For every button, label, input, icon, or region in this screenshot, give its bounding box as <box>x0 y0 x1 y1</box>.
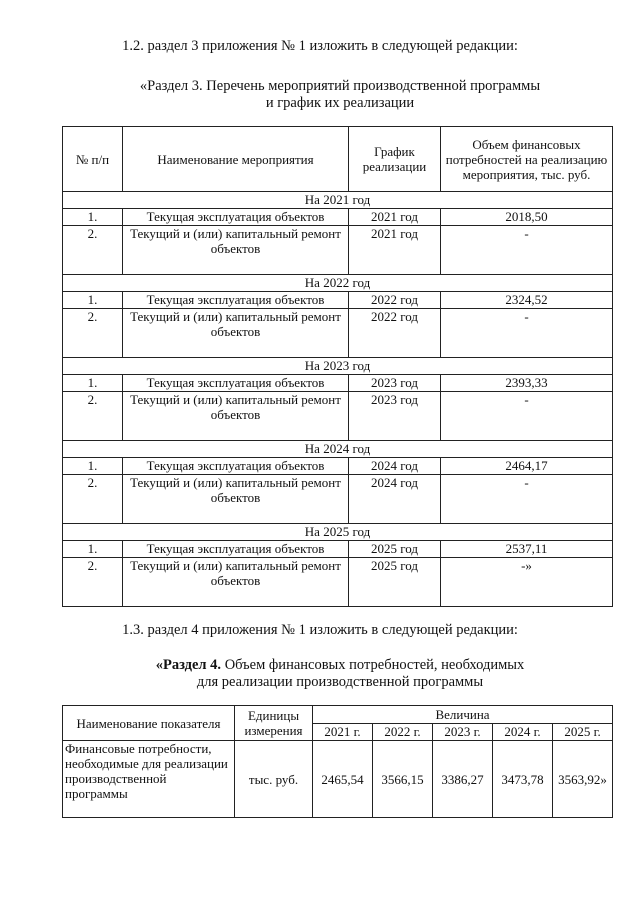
year-label: На 2022 год <box>63 275 613 292</box>
row-amount: 2324,52 <box>441 292 613 309</box>
section-3-title-line1: «Раздел 3. Перечень мероприятий производственной программы <box>139 78 541 94</box>
row-amount: - <box>441 309 613 358</box>
row-schedule: 2024 год <box>349 475 441 524</box>
row-units: тыс. руб. <box>235 741 313 818</box>
header-value: Величина <box>313 706 613 724</box>
paragraph-1-2: 1.2. раздел 3 приложения № 1 изложить в следующей редакции: <box>122 38 518 54</box>
table-row <box>63 292 613 309</box>
row-schedule: 2023 год <box>349 375 441 392</box>
row-number: 1. <box>63 458 123 475</box>
row-value: 3386,27 <box>433 741 493 818</box>
row-value: 2465,54 <box>313 741 373 818</box>
year-label: На 2025 год <box>63 524 613 541</box>
header-year: 2023 г. <box>433 723 493 741</box>
row-amount: 2018,50 <box>441 209 613 226</box>
table-row <box>63 475 613 524</box>
table-row <box>63 392 613 441</box>
table-row <box>63 209 613 226</box>
row-schedule: 2021 год <box>349 226 441 275</box>
header-year: 2021 г. <box>313 723 373 741</box>
table-row <box>63 309 613 358</box>
header-units: Единицы измерения <box>235 706 313 741</box>
year-label: На 2024 год <box>63 441 613 458</box>
header-amount: Объем финансовых потребностей на реализацию мероприятия, тыс. руб. <box>441 127 613 192</box>
header-activity-name: Наименование мероприятия <box>123 127 349 192</box>
header-year: 2025 г. <box>553 723 613 741</box>
section-4-title-line1 <box>100 657 580 674</box>
row-schedule: 2022 год <box>349 292 441 309</box>
row-value: 3473,78 <box>493 741 553 818</box>
header-year: 2024 г. <box>493 723 553 741</box>
table-header-row <box>63 706 613 724</box>
row-amount: 2464,17 <box>441 458 613 475</box>
year-label: На 2023 год <box>63 358 613 375</box>
row-activity: Текущая эксплуатация объектов <box>123 375 349 392</box>
paragraph-1-3: 1.3. раздел 4 приложения № 1 изложить в следующей редакции: <box>122 622 518 638</box>
row-number: 1. <box>63 209 123 226</box>
row-activity: Текущий и (или) капитальный ремонт объектов <box>123 475 349 524</box>
row-number: 1. <box>63 292 123 309</box>
row-number: 2. <box>63 226 123 275</box>
row-amount: 2393,33 <box>441 375 613 392</box>
row-value: 3566,15 <box>373 741 433 818</box>
year-row <box>63 192 613 209</box>
row-activity: Текущая эксплуатация объектов <box>123 209 349 226</box>
row-number: 2. <box>63 392 123 441</box>
row-number: 1. <box>63 375 123 392</box>
row-amount: - <box>441 226 613 275</box>
row-activity: Текущий и (или) капитальный ремонт объектов <box>123 558 349 607</box>
year-row <box>63 358 613 375</box>
header-schedule: График реализации <box>349 127 441 192</box>
row-activity: Текущая эксплуатация объектов <box>123 541 349 558</box>
header-indicator: Наименование показателя <box>63 706 235 741</box>
row-schedule: 2025 год <box>349 541 441 558</box>
row-number: 1. <box>63 541 123 558</box>
year-row <box>63 441 613 458</box>
section-3-title-line2: и график их реализации <box>265 95 415 111</box>
row-amount: - <box>441 475 613 524</box>
year-label: На 2021 год <box>63 192 613 209</box>
table-row <box>63 226 613 275</box>
row-amount: - <box>441 392 613 441</box>
row-indicator-name: Финансовые потребности, необходимые для реализации производственной программы <box>63 741 235 818</box>
row-schedule: 2022 год <box>349 309 441 358</box>
row-value: 3563,92» <box>553 741 613 818</box>
row-activity: Текущий и (или) капитальный ремонт объектов <box>123 226 349 275</box>
row-schedule: 2023 год <box>349 392 441 441</box>
section-3-title <box>100 78 580 112</box>
row-activity: Текущий и (или) капитальный ремонт объектов <box>123 309 349 358</box>
section-4-title-bold: «Раздел 4. <box>155 657 222 673</box>
header-number: № п/п <box>63 127 123 192</box>
section-4-title-rest: Объем финансовых потребностей, необходимых <box>221 657 525 673</box>
row-amount: 2537,11 <box>441 541 613 558</box>
row-activity: Текущий и (или) капитальный ремонт объектов <box>123 392 349 441</box>
row-number: 2. <box>63 558 123 607</box>
table-row <box>63 558 613 607</box>
section-4-title-line2: для реализации производственной программы <box>196 674 484 690</box>
financial-needs-table <box>62 705 613 818</box>
row-schedule: 2025 год <box>349 558 441 607</box>
table-row <box>63 541 613 558</box>
activities-table <box>62 126 613 607</box>
table-header-row <box>63 127 613 192</box>
row-number: 2. <box>63 475 123 524</box>
row-schedule: 2021 год <box>349 209 441 226</box>
table-row <box>63 458 613 475</box>
row-activity: Текущая эксплуатация объектов <box>123 292 349 309</box>
row-number: 2. <box>63 309 123 358</box>
table-row <box>63 741 613 818</box>
table-row <box>63 375 613 392</box>
year-row <box>63 524 613 541</box>
row-activity: Текущая эксплуатация объектов <box>123 458 349 475</box>
row-schedule: 2024 год <box>349 458 441 475</box>
section-4-title <box>100 657 580 691</box>
header-year: 2022 г. <box>373 723 433 741</box>
row-amount: -» <box>441 558 613 607</box>
year-row <box>63 275 613 292</box>
